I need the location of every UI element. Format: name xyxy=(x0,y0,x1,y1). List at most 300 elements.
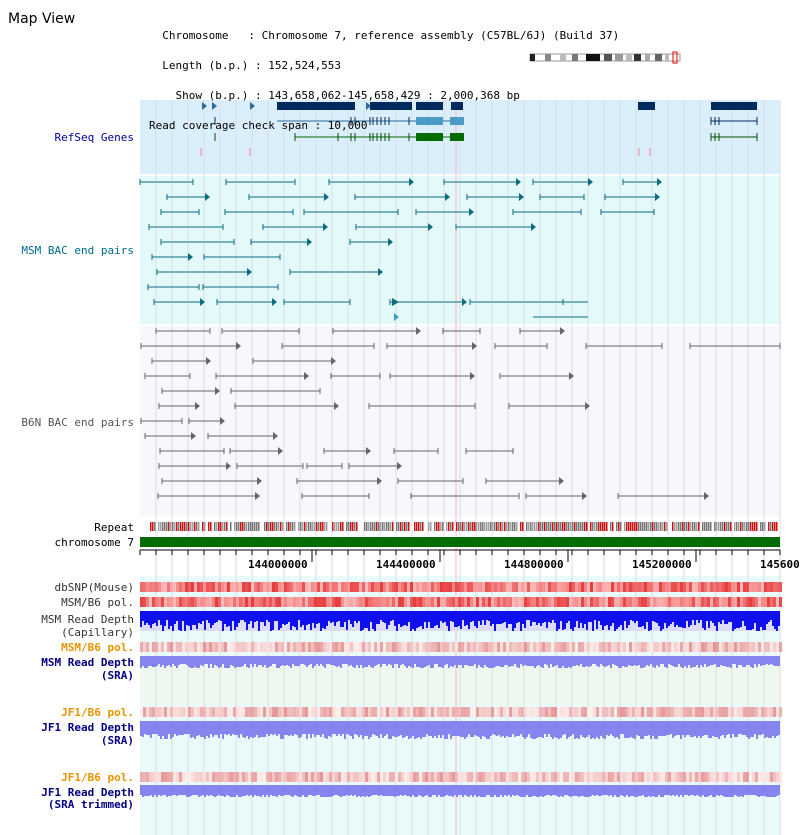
repeat-mark xyxy=(216,522,218,531)
heat-cell xyxy=(419,597,422,607)
heat-cell xyxy=(467,597,470,607)
depth-bar xyxy=(736,611,738,628)
heat-cell xyxy=(545,772,548,782)
heat-cell xyxy=(764,707,767,717)
depth-bar xyxy=(348,785,350,796)
heat-cell xyxy=(305,642,308,652)
heat-cell xyxy=(581,772,584,782)
heat-cell xyxy=(158,772,161,782)
depth-bar xyxy=(264,611,266,626)
depth-bar xyxy=(524,721,526,739)
heat-cell xyxy=(704,582,707,592)
heat-cell xyxy=(596,642,599,652)
heat-cell xyxy=(362,772,365,782)
repeat-mark xyxy=(438,522,440,531)
heat-cell xyxy=(719,707,722,717)
depth-bar xyxy=(262,721,264,737)
depth-bar xyxy=(602,785,604,795)
depth-bar xyxy=(626,721,628,738)
depth-bar xyxy=(654,721,656,739)
heat-cell xyxy=(509,642,512,652)
heat-cell xyxy=(737,642,740,652)
heat-cell xyxy=(710,772,713,782)
heat-cell xyxy=(209,582,212,592)
heat-cell xyxy=(371,707,374,717)
heat-cell xyxy=(548,582,551,592)
heat-cell xyxy=(458,772,461,782)
heat-cell xyxy=(437,772,440,782)
heat-cell xyxy=(575,582,578,592)
depth-bar xyxy=(366,611,368,628)
heat-cell xyxy=(284,772,287,782)
depth-bar xyxy=(666,611,668,628)
heat-cell xyxy=(167,642,170,652)
heat-cell xyxy=(767,707,770,717)
depth-bar xyxy=(630,785,632,796)
repeat-mark xyxy=(372,522,374,531)
repeat-mark xyxy=(190,522,192,531)
depth-bar xyxy=(360,611,362,631)
heat-cell xyxy=(458,707,461,717)
depth-bar xyxy=(372,611,374,629)
depth-bar xyxy=(204,785,206,797)
heat-cell xyxy=(533,772,536,782)
repeat-mark xyxy=(482,522,484,531)
heat-cell xyxy=(326,642,329,652)
depth-bar xyxy=(216,721,218,735)
heat-cell xyxy=(308,582,311,592)
repeat-mark xyxy=(548,522,550,531)
depth-bar xyxy=(512,721,514,734)
label-msm-bac: MSM BAC end pairs xyxy=(21,244,134,257)
heat-cell xyxy=(167,597,170,607)
depth-bar xyxy=(470,785,472,795)
depth-bar xyxy=(576,611,578,621)
depth-bar xyxy=(474,785,476,795)
depth-bar xyxy=(292,611,294,626)
heat-cell xyxy=(764,642,767,652)
depth-bar xyxy=(518,611,520,622)
heat-cell xyxy=(671,582,674,592)
heat-cell xyxy=(677,582,680,592)
heat-cell xyxy=(356,772,359,782)
repeat-mark xyxy=(178,522,180,531)
heat-cell xyxy=(347,642,350,652)
depth-bar xyxy=(766,721,768,737)
depth-bar xyxy=(148,656,150,666)
depth-bar xyxy=(486,611,488,620)
heat-cell xyxy=(536,597,539,607)
heat-cell xyxy=(494,707,497,717)
depth-bar xyxy=(348,611,350,620)
depth-bar xyxy=(768,721,770,738)
depth-bar xyxy=(290,611,292,630)
heat-cell xyxy=(617,642,620,652)
heat-cell xyxy=(233,642,236,652)
repeat-mark xyxy=(220,522,222,531)
repeat-mark xyxy=(726,522,728,531)
depth-bar xyxy=(458,721,460,736)
heat-cell xyxy=(239,582,242,592)
depth-bar xyxy=(406,721,408,736)
depth-bar xyxy=(642,721,644,739)
heat-cell xyxy=(314,582,317,592)
depth-bar xyxy=(326,721,328,739)
heat-cell xyxy=(701,707,704,717)
depth-bar xyxy=(698,611,700,623)
repeat-mark xyxy=(746,522,748,531)
repeat-mark xyxy=(450,522,452,531)
repeat-mark xyxy=(560,522,562,531)
heat-cell xyxy=(230,582,233,592)
depth-bar xyxy=(156,656,158,666)
repeat-mark xyxy=(334,522,336,531)
depth-bar xyxy=(494,656,496,667)
repeat-mark xyxy=(274,522,276,531)
depth-bar xyxy=(274,785,276,796)
heat-cell xyxy=(353,642,356,652)
heat-cell xyxy=(212,707,215,717)
repeat-mark xyxy=(572,522,574,531)
depth-bar xyxy=(234,656,236,668)
heat-cell xyxy=(611,642,614,652)
heat-cell xyxy=(209,772,212,782)
heat-cell xyxy=(356,707,359,717)
depth-bar xyxy=(720,721,722,736)
heat-cell xyxy=(500,582,503,592)
heat-cell xyxy=(488,582,491,592)
heat-cell xyxy=(332,707,335,717)
depth-bar xyxy=(670,656,672,665)
heat-cell xyxy=(314,597,317,607)
depth-bar xyxy=(554,721,556,737)
depth-bar xyxy=(342,785,344,796)
heat-cell xyxy=(170,642,173,652)
depth-bar xyxy=(726,785,728,797)
heat-cell xyxy=(320,642,323,652)
depth-bar xyxy=(676,721,678,735)
heat-cell xyxy=(422,772,425,782)
depth-bar xyxy=(590,611,592,622)
depth-bar xyxy=(538,785,540,797)
depth-bar xyxy=(690,656,692,668)
depth-bar xyxy=(460,785,462,795)
heat-cell xyxy=(245,642,248,652)
repeat-mark xyxy=(196,522,198,531)
depth-bar xyxy=(622,721,624,734)
depth-bar xyxy=(246,656,248,667)
heat-cell xyxy=(614,597,617,607)
heat-cell xyxy=(347,597,350,607)
repeat-mark xyxy=(542,522,544,531)
depth-bar xyxy=(638,656,640,665)
chromosome-info xyxy=(149,11,619,141)
ruler-label-144000000: 144000000 xyxy=(248,558,308,571)
depth-bar xyxy=(482,785,484,797)
repeat-mark xyxy=(210,522,212,531)
heat-cell xyxy=(380,582,383,592)
repeat-mark xyxy=(310,522,312,531)
depth-bar xyxy=(496,721,498,736)
depth-bar xyxy=(582,785,584,796)
depth-bar xyxy=(582,611,584,628)
depth-bar xyxy=(470,611,472,622)
depth-bar xyxy=(644,721,646,736)
depth-bar xyxy=(632,721,634,738)
heat-cell xyxy=(467,772,470,782)
depth-bar xyxy=(260,656,262,665)
depth-bar xyxy=(762,611,764,630)
heat-cell xyxy=(470,642,473,652)
depth-bar xyxy=(446,656,448,664)
depth-bar xyxy=(422,611,424,629)
depth-bar xyxy=(736,785,738,796)
heat-cell xyxy=(278,772,281,782)
heat-cell xyxy=(431,582,434,592)
heat-cell xyxy=(275,597,278,607)
depth-bar xyxy=(762,785,764,796)
depth-bar xyxy=(728,721,730,734)
depth-bar xyxy=(334,785,336,795)
repeat-mark xyxy=(208,522,210,531)
heat-cell xyxy=(422,642,425,652)
depth-bar xyxy=(688,785,690,796)
heat-cell xyxy=(707,772,710,782)
heat-cell xyxy=(200,582,203,592)
repeat-mark xyxy=(704,522,706,531)
repeat-mark xyxy=(506,522,508,531)
heat-cell xyxy=(713,582,716,592)
depth-bar xyxy=(156,785,158,797)
heat-cell xyxy=(224,597,227,607)
repeat-mark xyxy=(568,522,570,531)
depth-bar xyxy=(218,785,220,795)
heat-cell xyxy=(272,597,275,607)
depth-bar xyxy=(628,611,630,625)
depth-bar xyxy=(448,656,450,668)
depth-bar xyxy=(636,656,638,666)
depth-bar xyxy=(204,721,206,739)
heat-cell xyxy=(416,582,419,592)
depth-bar xyxy=(624,611,626,621)
depth-bar xyxy=(656,611,658,623)
depth-bar xyxy=(382,656,384,664)
heat-cell xyxy=(176,707,179,717)
depth-bar xyxy=(346,656,348,664)
repeat-mark xyxy=(686,522,688,531)
repeat-mark xyxy=(180,522,182,531)
depth-bar xyxy=(184,721,186,734)
heat-cell xyxy=(278,707,281,717)
depth-bar xyxy=(252,611,254,628)
heat-cell xyxy=(587,772,590,782)
heat-cell xyxy=(146,707,149,717)
depth-bar xyxy=(474,721,476,735)
depth-bar xyxy=(152,611,154,624)
repeat-mark xyxy=(168,522,170,531)
heat-cell xyxy=(179,597,182,607)
depth-bar xyxy=(146,656,148,668)
depth-bar xyxy=(652,721,654,736)
depth-bar xyxy=(316,721,318,735)
depth-bar xyxy=(242,721,244,737)
depth-bar xyxy=(198,656,200,668)
depth-bar xyxy=(518,656,520,668)
heat-cell xyxy=(191,707,194,717)
depth-bar xyxy=(212,785,214,796)
depth-bar xyxy=(656,656,658,665)
depth-bar xyxy=(518,721,520,736)
heat-cell xyxy=(398,707,401,717)
heat-cell xyxy=(512,707,515,717)
depth-bar xyxy=(712,656,714,665)
repeat-mark xyxy=(436,522,438,531)
repeat-mark xyxy=(204,522,206,531)
heat-cell xyxy=(674,707,677,717)
heat-cell xyxy=(233,707,236,717)
repeat-mark xyxy=(398,522,400,531)
heat-cell xyxy=(728,582,731,592)
depth-bar xyxy=(528,785,530,797)
heat-cell xyxy=(356,597,359,607)
repeat-mark xyxy=(618,522,620,531)
heat-cell xyxy=(674,642,677,652)
heat-cell xyxy=(635,707,638,717)
heat-cell xyxy=(257,707,260,717)
depth-bar xyxy=(276,785,278,797)
heat-cell xyxy=(257,642,260,652)
heat-cell xyxy=(707,597,710,607)
depth-bar xyxy=(614,611,616,631)
depth-bar xyxy=(698,656,700,668)
depth-bar xyxy=(212,656,214,668)
depth-bar xyxy=(454,785,456,795)
heat-cell xyxy=(722,597,725,607)
depth-bar xyxy=(296,656,298,666)
heat-cell xyxy=(242,642,245,652)
heat-cell xyxy=(152,642,155,652)
repeat-mark xyxy=(562,522,564,531)
heat-cell xyxy=(644,582,647,592)
dbsnp-heatmap xyxy=(140,582,782,592)
depth-bar xyxy=(278,656,280,668)
depth-bar xyxy=(724,611,726,624)
heat-cell xyxy=(722,707,725,717)
repeat-mark xyxy=(464,522,466,531)
depth-bar xyxy=(402,785,404,796)
heat-cell xyxy=(317,597,320,607)
heat-cell xyxy=(266,582,269,592)
depth-bar xyxy=(368,656,370,665)
heat-cell xyxy=(161,642,164,652)
heat-cell xyxy=(746,707,749,717)
heat-cell xyxy=(173,597,176,607)
heat-cell xyxy=(242,582,245,592)
heat-cell xyxy=(557,772,560,782)
depth-bar xyxy=(516,611,518,623)
depth-bar xyxy=(604,721,606,739)
depth-bar xyxy=(584,785,586,797)
depth-bar xyxy=(178,721,180,735)
heat-cell xyxy=(773,772,776,782)
heat-cell xyxy=(599,597,602,607)
depth-bar xyxy=(194,611,196,625)
repeat-mark xyxy=(522,522,524,531)
heat-cell xyxy=(245,597,248,607)
heat-cell xyxy=(590,707,593,717)
heat-cell xyxy=(308,642,311,652)
heat-cell xyxy=(458,582,461,592)
heat-cell xyxy=(362,597,365,607)
heat-cell xyxy=(215,642,218,652)
heat-cell xyxy=(299,642,302,652)
repeat-mark xyxy=(446,522,448,531)
depth-bar xyxy=(522,656,524,666)
heat-cell xyxy=(347,707,350,717)
repeat-mark xyxy=(678,522,680,531)
depth-bar xyxy=(748,785,750,795)
heat-cell xyxy=(638,772,641,782)
heat-cell xyxy=(386,772,389,782)
heat-cell xyxy=(668,582,671,592)
heat-cell xyxy=(200,772,203,782)
depth-bar xyxy=(624,656,626,667)
heat-cell xyxy=(386,642,389,652)
heat-cell xyxy=(722,642,725,652)
depth-bar xyxy=(716,785,718,795)
depth-bar xyxy=(374,721,376,735)
heat-cell xyxy=(359,597,362,607)
heat-cell xyxy=(287,582,290,592)
depth-bar xyxy=(606,721,608,735)
depth-bar xyxy=(512,656,514,666)
heat-cell xyxy=(245,772,248,782)
repeat-mark xyxy=(356,522,358,531)
heat-cell xyxy=(746,597,749,607)
msm-depth-capillary xyxy=(140,611,780,631)
repeat-mark xyxy=(504,522,506,531)
heat-cell xyxy=(557,597,560,607)
repeat-mark xyxy=(660,522,662,531)
heat-cell xyxy=(215,582,218,592)
heat-cell xyxy=(332,597,335,607)
heat-cell xyxy=(311,772,314,782)
depth-bar xyxy=(576,656,578,665)
heat-cell xyxy=(572,642,575,652)
heat-cell xyxy=(512,597,515,607)
depth-bar xyxy=(584,656,586,667)
heat-cell xyxy=(239,642,242,652)
heat-cell xyxy=(287,642,290,652)
depth-bar xyxy=(492,785,494,797)
depth-bar xyxy=(396,785,398,796)
heat-cell xyxy=(755,642,758,652)
repeat-mark xyxy=(470,522,472,531)
repeat-mark xyxy=(150,522,152,531)
heat-cell xyxy=(449,597,452,607)
repeat-mark xyxy=(240,522,242,531)
repeat-mark xyxy=(620,522,622,531)
depth-bar xyxy=(160,721,162,739)
heat-cell xyxy=(716,642,719,652)
heat-cell xyxy=(218,642,221,652)
heat-cell xyxy=(155,597,158,607)
depth-bar xyxy=(770,785,772,797)
depth-bar xyxy=(356,721,358,735)
depth-bar xyxy=(746,785,748,795)
depth-bar xyxy=(322,721,324,734)
depth-bar xyxy=(506,656,508,665)
